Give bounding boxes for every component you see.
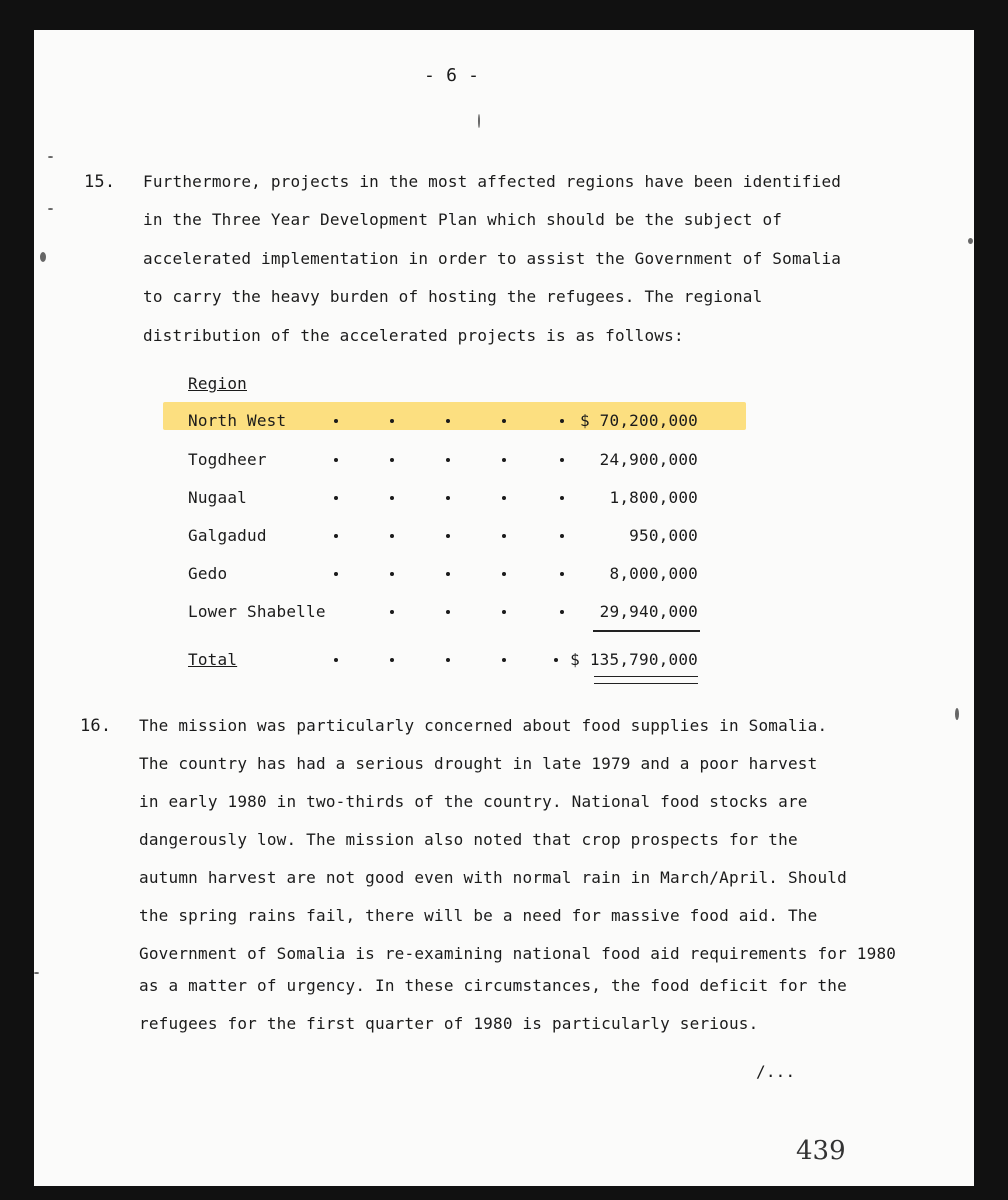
paragraph-15-line: accelerated implementation in order to assist the Government of Somalia	[143, 249, 842, 268]
leader-dots	[320, 526, 578, 546]
archive-page-stamp: 439	[796, 1136, 846, 1166]
leader-dots	[320, 650, 578, 670]
scan-speck	[478, 114, 480, 128]
leader-dots	[320, 450, 578, 470]
table-row-amount: $ 70,200,000	[580, 411, 698, 430]
scan-speck	[34, 972, 39, 974]
leader-dots	[320, 602, 578, 622]
paragraph-16-line: dangerously low. The mission also noted that crop prospects for the	[139, 830, 798, 849]
leader-dots	[320, 411, 578, 431]
paragraph-16-number: 16.	[80, 716, 112, 736]
table-row-region: North West	[188, 411, 287, 430]
page-number: - 6 -	[424, 65, 480, 86]
table-row-amount: 8,000,000	[609, 564, 698, 583]
scan-speck	[40, 252, 46, 262]
table-total-amount: $ 135,790,000	[570, 650, 698, 669]
scan-border-right	[974, 0, 1008, 1200]
table-row-region: Nugaal	[188, 488, 247, 507]
paragraph-15-line: to carry the heavy burden of hosting the refugees. The regional	[143, 287, 763, 306]
total-double-rule	[594, 676, 698, 684]
scan-speck	[955, 708, 959, 720]
table-row-amount: 950,000	[629, 526, 698, 545]
paragraph-16-line: The country has had a serious drought in late 1979 and a poor harvest	[139, 754, 818, 773]
scan-speck	[48, 208, 53, 210]
table-total-label: Total	[188, 650, 238, 669]
continuation-mark: /...	[756, 1062, 796, 1081]
paragraph-16-line: refugees for the first quarter of 1980 is particularly serious.	[139, 1014, 759, 1033]
paragraph-15-line: distribution of the accelerated projects is as follows:	[143, 326, 684, 345]
scan-border-left	[0, 0, 34, 1200]
paragraph-16-line: Government of Somalia is re-examining national food aid requirements for 1980	[139, 944, 897, 963]
table-row-amount: 24,900,000	[599, 450, 698, 469]
table-row-region: Togdheer	[188, 450, 267, 469]
scan-border-top	[0, 0, 1008, 30]
table-row-amount: 29,940,000	[599, 602, 698, 621]
leader-dots	[320, 488, 578, 508]
scan-speck	[968, 238, 973, 244]
paragraph-15-line: Furthermore, projects in the most affected regions have been identified	[143, 172, 842, 191]
paragraph-16-line: as a matter of urgency. In these circumstances, the food deficit for the	[139, 976, 847, 995]
paragraph-15-number: 15.	[84, 172, 116, 192]
scan-speck	[48, 156, 53, 158]
subtotal-rule	[593, 630, 700, 632]
table-row-region: Lower Shabelle	[188, 602, 326, 621]
paragraph-16-line: The mission was particularly concerned about food supplies in Somalia.	[139, 716, 828, 735]
scan-border-bottom	[0, 1186, 1008, 1200]
paragraph-16-line: the spring rains fail, there will be a need for massive food aid. The	[139, 906, 818, 925]
table-header-region: Region	[188, 374, 247, 393]
table-row-region: Gedo	[188, 564, 228, 583]
paragraph-15-line: in the Three Year Development Plan which should be the subject of	[143, 210, 783, 229]
table-row-amount: 1,800,000	[609, 488, 698, 507]
table-row-region: Galgadud	[188, 526, 267, 545]
leader-dots	[320, 564, 578, 584]
paragraph-16-line: autumn harvest are not good even with normal rain in March/April. Should	[139, 868, 847, 887]
paragraph-16-line: in early 1980 in two-thirds of the country. National food stocks are	[139, 792, 808, 811]
